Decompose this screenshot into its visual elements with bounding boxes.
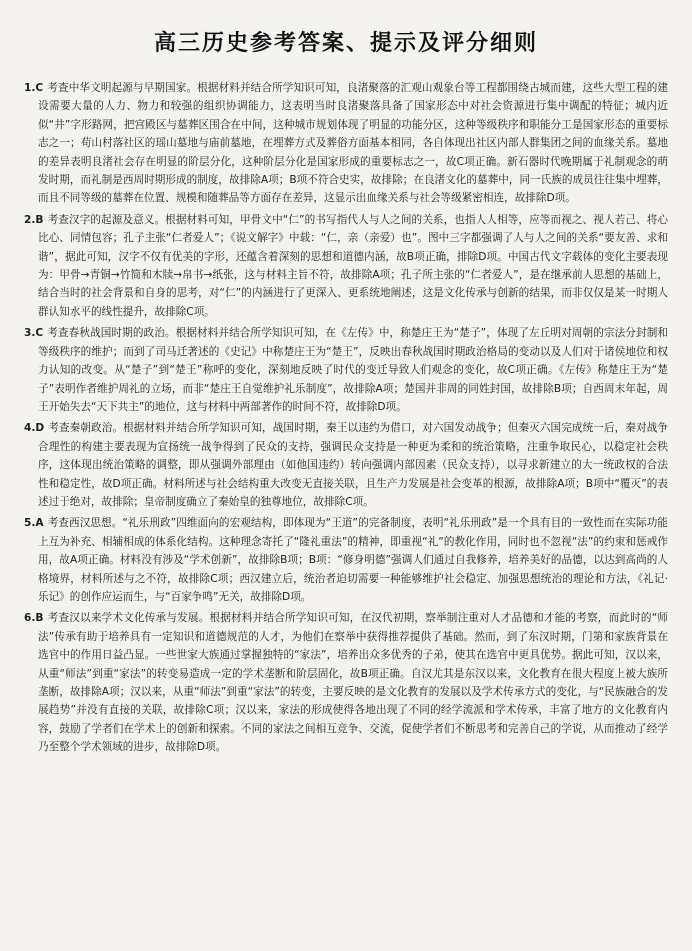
page-title: 高三历史参考答案、提示及评分细则	[153, 30, 538, 56]
question-explanation: 考查汉以来学术文化传承与发展。根据材料并结合所学知识可知，在汉代初期，察举制注重对人才品德和才能的考察，而此时的“师法”传承有助于培养具有一定知识和道德规范的人才，为他们在察举中获得推荐提供了基础。然而，到了东汉时期，门第和家族背景在选官中的作用日益凸显。一些世家大族通过掌握独特的“家法”，培养出众多优秀的子弟，使其在选官中更具优势。据此可知，汉以来，从重“师法”到重“家法”的转变易造成一定的学术垄断和阶层固化，故B项正确。自汉尤其是东汉以来，文化教育在很大程度上被大族所垄断，故排除A项；汉以来，从重“师法”到重“家法”的转变，主要反映的是文化教育的发展以及学术传承方式的变化，与“民族融合的发展趋势”并没有直接的关联，故排除C项；汉以来，家法的形成使得各地出现了不同的经学流派和学术传承，丰富了地方的文化教育内容，鼓励了学者们在学术上的创新和探索。不同的家法之间相互竞争、交流，促使学者们不断思考和完善自己的学说，从而推动了经学乃至整个学术领域的进步，故排除D项。	[38, 612, 668, 754]
question-number: 4.	[24, 422, 36, 435]
question-number: 3.	[24, 327, 36, 340]
question-2	[24, 211, 668, 321]
question-explanation: 考查中华文明起源与早期国家。根据材料并结合所学知识可知，良渚聚落的汇观山观象台等工程都围绕古城而建，这些大型工程的建设需要大量的人力、物力和较强的组织协调能力，这表明当时良渚聚落具备了国家形态中对社会资源进行集中调配的特征；城内近似“井”字形路网，把宫殿区与墓葬区围合在中间，这种城市规划体现了明显的功能分区，这种等级秩序和职能分工是国家形态的重要标志之一；苟山村落社区的瑶山墓地与庙前墓地，在埋葬方式及葬俗方面基本相同，各自体现出社区内部人群集团之间的血缘关系。墓地的差异表明良渚社会存在明显的阶层分化，这种阶层分化是国家形成的重要标志之一，故C项正确。新石器时代晚期属于礼制观念的萌发时期，而礼制是西周时期形成的制度，故排除A项；B项不符合史实，故排除；在良渚文化的墓葬中，同一氏族的成员往往集中埋葬，而且不同等级的墓葬在位置、规模和随葬品等方面存在差异，这显示出血缘关系与社会等级紧密相连，故排除D项。	[38, 82, 668, 205]
question-number: 6.	[24, 612, 36, 625]
top-margin	[24, 0, 668, 8]
question-answer: B	[35, 612, 44, 625]
question-3	[24, 324, 668, 416]
question-explanation: 考查西汉思想。“礼乐刑政”四维面向的宏观结构，即体现为“王道”的完备制度，表明“礼乐刑政”是一个具有目的一致性而在实际功能上互为补充、相辅相成的体系化结构。这种理念寄托了“隆礼重法”的精神，即重视“礼”的教化作用，同时也不忽视“法”的约束和惩戒作用，故A项正确。材料没有涉及“学术创新”，故排除B项；B项：“修身明德”强调人们通过自我修养，培养美好的品德，以达到高尚的人格境界，材料所述与之不符，故排除C项；西汉建立后，统治者迫切需要一种能够维护社会稳定、加强思想统治的理论和方法，《礼记·乐记》的创作应运而生，与“百家争鸣”无关，故排除D项。	[38, 517, 668, 603]
question-6	[24, 609, 668, 756]
question-answer: B	[35, 213, 44, 226]
question-answer: C	[35, 82, 44, 94]
question-number: 2.	[24, 213, 36, 226]
question-answer: C	[35, 327, 44, 340]
question-4	[24, 419, 668, 511]
question-explanation: 考查秦朝政治。根据材料并结合所学知识可知，战国时期，秦王以违约为借口，对六国发动战争；但秦灭六国完成统一后，秦对战争合理性的构建主要表现为宣扬统一战争得到了民众的支持，强调民众支持是一种更为柔和的统治策略，注重争取民心，以稳定社会秩序，这体现出统治策略的调整，即从强调外部理由（如他国违约）转向强调内部因素（民众支持），以寻求新建立的大一统政权的合法性和稳定性，故D项正确。材料所述与社会结构重大改变无直接关联，且生产力发展是社会变革的根源，故排除A项；B项中“覆灭”的表述过于绝对，故排除；皇帝制度确立了秦始皇的独尊地位，故排除C项。	[38, 422, 668, 508]
question-explanation: 考查汉字的起源及意义。根据材料可知，甲骨文中“仁”的书写指代人与人之间的关系，也指人人相等，应等而视之、视人若己、将心比心、同情包容；孔子主张“仁者爱人”；《说文解字》中载：“仁，亲（亲爱）也”。图中三字都强调了人与人之间的关系“要友善、求和谐”，据此可知，汉字不仅有优美的字形，还蕴含着深刻的思想和道德内涵，故B项正确，排除D项。中国古代文字载体的变化主要表现为：甲骨→青铜→竹简和木牍→帛书→纸张，这与材料主旨不符，故排除A项；孔子所主张的“仁者爱人”，是在继承前人思想的基础上，结合当时的社会背景和自身的思考，对“仁”的内涵进行了更深入、更系统地阐述，这是文化传承与创新的结果，而非仅仅是某一时期人群认知水平的线性提升，故排除C项。	[38, 213, 668, 318]
question-number: 5.	[24, 517, 36, 530]
question-1	[24, 79, 668, 208]
question-5	[24, 514, 668, 606]
question-answer: A	[35, 517, 44, 530]
question-answer: D	[35, 422, 45, 435]
question-number: 1.	[24, 82, 36, 94]
question-explanation: 考查春秋战国时期的政治。根据材料并结合所学知识可知，在《左传》中，称楚庄王为“楚子”，体现了左丘明对周朝的宗法分封制和等级秩序的维护；而到了司马迁著述的《史记》中称楚庄王为“楚王”，反映出春秋战国时期政治格局的变动以及人们对于诸侯地位和权力认知的改变。从“楚子”到“楚王”称呼的变化，深刻地反映了时代的变迁导致人们观念的变化，故C项正确。《左传》称楚庄王为“楚子”表明作者维护周礼的立场，而非“楚庄王自觉维护礼乐制度”，故排除A项；楚国并非周的同姓封国，故排除B项；自西周末年起，周王开始失去“天下共主”的地位，这与材料中两部著作的时间不符，故排除D项。	[38, 327, 668, 413]
